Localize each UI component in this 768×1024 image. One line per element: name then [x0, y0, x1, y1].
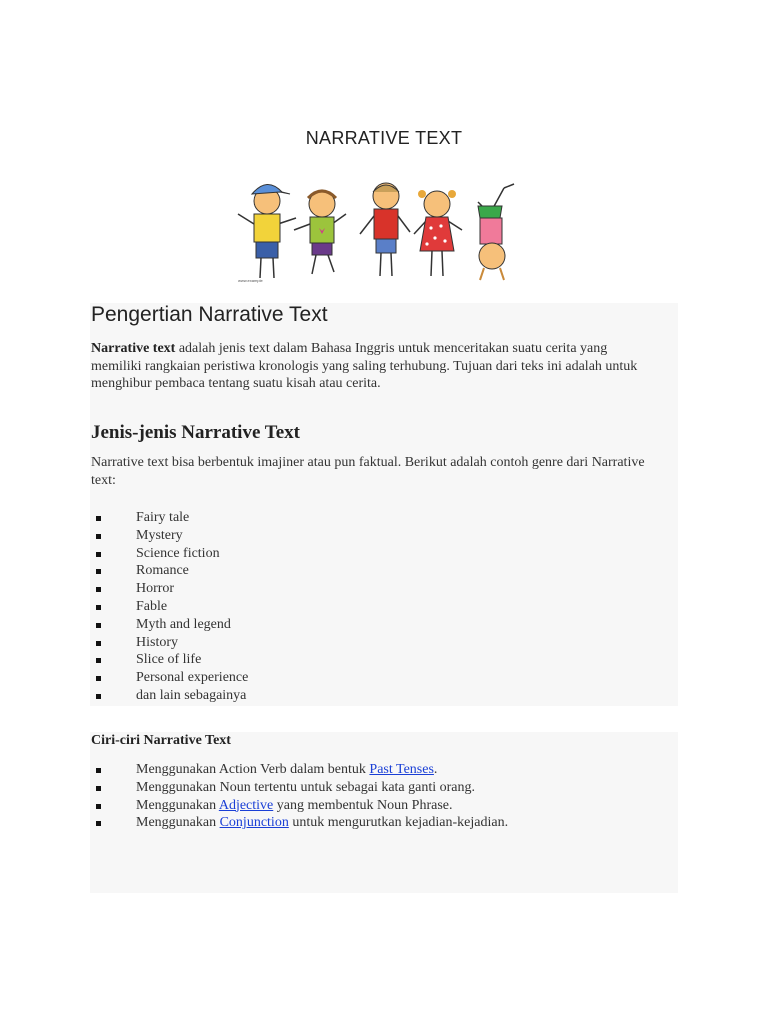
bullet-icon: [96, 768, 101, 773]
bullet-icon: [96, 605, 101, 610]
bullet-icon: [96, 534, 101, 539]
genre-label: Science fiction: [136, 545, 220, 561]
feature-text: untuk mengurutkan kejadian-kejadian.: [288, 815, 509, 831]
panel-gap: [90, 706, 678, 732]
list-item: [91, 814, 508, 832]
list-item: [91, 545, 248, 563]
feature-text: .: [433, 762, 438, 777]
list-item: [91, 687, 248, 705]
genre-label: Fable: [136, 598, 168, 614]
list-item: [91, 669, 248, 687]
bullet-icon: [96, 641, 101, 646]
list-item: [91, 634, 248, 652]
list-item: [91, 761, 508, 779]
intro-text: adalah jenis text dalam Bahasa Inggris untuk menceritakan suatu cerita yang memiliki rangkaian peristiwa kronologis yang saling terhubung. Tujuan dari teks ini adalah untuk menghibur pembaca tentang suatu kisah atau cerita.: [91, 341, 638, 391]
genre-label: Mystery: [136, 527, 183, 543]
kid-5: [478, 184, 514, 280]
page-title: Pengertian Narrative Text: [91, 303, 328, 326]
list-item: [91, 580, 248, 598]
list-item: [91, 779, 508, 797]
feature-text: yang membentuk Noun Phrase.: [273, 797, 453, 813]
list-item: [91, 616, 248, 634]
bullet-icon: [96, 786, 101, 791]
list-item: [91, 527, 248, 545]
adjective-link[interactable]: Adjective: [218, 797, 274, 813]
conjunction-link[interactable]: Conjunction: [219, 815, 289, 831]
bullet-icon: [96, 623, 101, 628]
intro-bold: Narrative text: [91, 341, 176, 356]
bullet-icon: [96, 569, 101, 574]
kid-3: [360, 183, 410, 276]
features-heading: Ciri-ciri Narrative Text: [91, 733, 231, 748]
hero-caption: www.example: [238, 278, 263, 283]
bullet-icon: [96, 587, 101, 592]
types-description: Narrative text bisa berbentuk imajiner atau pun faktual. Berikut adalah contoh genre dari Narrative text:: [91, 455, 645, 488]
genre-label: History: [136, 634, 178, 650]
bullet-icon: [96, 804, 101, 809]
feature-text: Menggunakan Action Verb dalam bentuk: [136, 762, 370, 777]
genre-list: [91, 509, 248, 705]
past-tenses-link[interactable]: Past Tenses: [369, 762, 434, 777]
list-item: [91, 797, 508, 815]
list-item: [91, 562, 248, 580]
hero-title: NARRATIVE TEXT: [305, 128, 463, 148]
list-item: [91, 598, 248, 616]
genre-label: dan lain sebagainya: [136, 687, 247, 703]
bullet-icon: [96, 821, 101, 826]
feature-text: Menggunakan Noun tertentu untuk sebagai kata ganti orang.: [136, 779, 476, 795]
list-item: [91, 509, 248, 527]
genre-label: Personal experience: [136, 670, 249, 686]
genre-label: Romance: [136, 563, 189, 579]
feature-text: Menggunakan: [136, 797, 219, 813]
bullet-icon: [96, 552, 101, 557]
kid-1: [238, 184, 296, 278]
kid-4: [414, 190, 462, 276]
bullet-icon: [96, 658, 101, 663]
genre-label: Fairy tale: [136, 510, 190, 525]
genre-label: Myth and legend: [136, 616, 231, 632]
bullet-icon: [96, 694, 101, 699]
bullet-icon: [96, 516, 101, 521]
features-list: [91, 761, 508, 832]
types-heading: Jenis-jenis Narrative Text: [91, 422, 300, 443]
kid-2: [294, 191, 346, 274]
hero-image: [234, 106, 534, 286]
bullet-icon: [96, 676, 101, 681]
feature-text: Menggunakan: [136, 815, 220, 831]
intro-paragraph: [91, 340, 661, 393]
genre-label: Horror: [136, 581, 175, 597]
genre-label: Slice of life: [136, 652, 202, 668]
list-item: [91, 651, 248, 669]
